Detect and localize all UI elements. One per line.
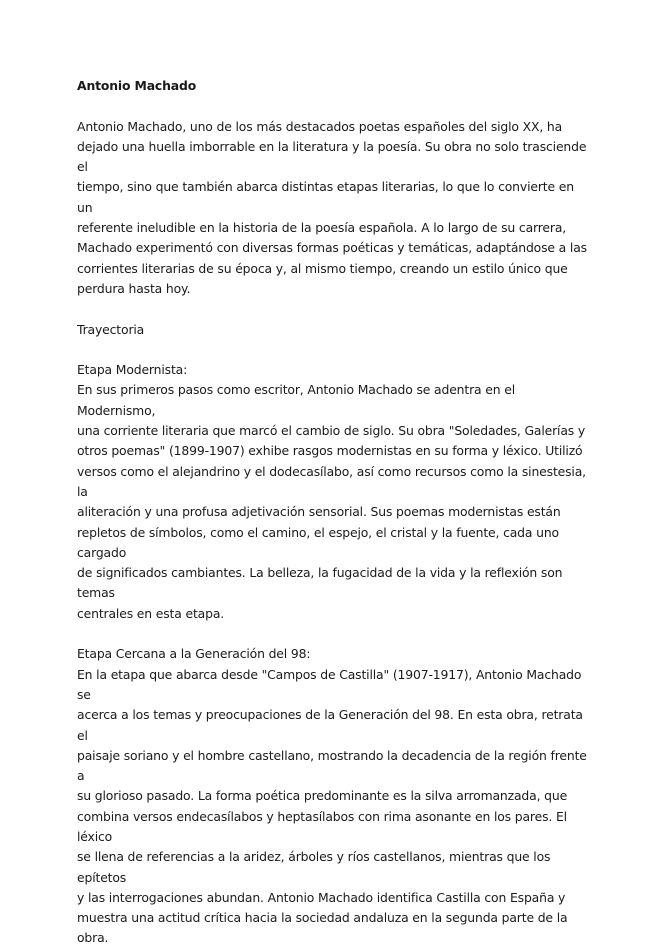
text-line: tiempo, sino que también abarca distintas etapas literarias, lo que lo convierte en un: [77, 179, 574, 215]
text-line: referente ineludible en la historia de la poesía española. A lo largo de su carrera,: [77, 220, 567, 236]
document-page: [77, 76, 587, 949]
spacer: [77, 340, 587, 360]
section-heading: Trayectoria: [77, 321, 145, 337]
text-line: perdura hasta hoy.: [77, 280, 191, 296]
text-line: paisaje soriano y el hombre castellano, mostrando la decadencia de la región frente a: [77, 747, 587, 784]
text-line: de significados cambiantes. La belleza, la fugacidad de la vida y la reflexión son temas: [77, 565, 563, 601]
text-line: y las interrogaciones abundan. Antonio Machado identifica Castilla con España y: [77, 889, 566, 905]
text-line: corrientes literarias de su época y, al mismo tiempo, creando un estilo único que: [77, 260, 568, 276]
text-line: versos como el alejandrino y el dodecasílabo, así como recursos como la sinestesia, la: [77, 463, 586, 499]
text-line: se llena de referencias a la aridez, árboles y ríos castellanos, mientras que los epítetos: [77, 849, 551, 885]
text-line: otros poemas" (1899-1907) exhibe rasgos modernistas en su forma y léxico. Utilizó: [77, 443, 583, 459]
spacer: [77, 96, 587, 116]
text-line: acerca a los temas y preocupaciones de la Generación del 98. En esta obra, retrata el: [77, 707, 583, 743]
text-line: muestra una actitud crítica hacia la sociedad andaluza en la segunda parte de la obra.: [77, 910, 568, 946]
spacer: [77, 299, 587, 319]
text-line: aliteración y una profusa adjetivación sensorial. Sus poemas modernistas están: [77, 504, 561, 520]
stage-heading: Etapa Cercana a la Generación del 98:: [77, 646, 311, 662]
text-line: dejado una huella imborrable en la literatura y la poesía. Su obra no solo trasciende el: [77, 138, 587, 175]
text-line: En sus primeros pasos como escritor, Antonio Machado se adentra en el Modernismo,: [77, 382, 515, 418]
text-line: En la etapa que abarca desde "Campos de Castilla" (1907-1917), Antonio Machado se: [77, 666, 582, 702]
document-title: Antonio Machado: [77, 78, 197, 93]
text-line: repletos de símbolos, como el camino, el espejo, el cristal y la fuente, cada uno cargado: [77, 524, 559, 560]
stage-generacion-98: [77, 644, 587, 948]
text-line: Antonio Machado, uno de los más destacados poetas españoles del siglo XX, ha: [77, 118, 563, 134]
text-line: centrales en esta etapa.: [77, 605, 225, 621]
intro-paragraph: [77, 117, 587, 300]
text-line: combina versos endecasílabos y heptasílabos con rima asonante en los pares. El léxico: [77, 808, 567, 844]
spacer: [77, 624, 587, 644]
stage-modernista: [77, 360, 587, 624]
text-line: una corriente literaria que marcó el cambio de siglo. Su obra "Soledades, Galerías y: [77, 423, 586, 439]
text-line: su glorioso pasado. La forma poética predominante es la silva arromanzada, que: [77, 788, 568, 804]
stage-heading: Etapa Modernista:: [77, 362, 188, 378]
text-line: Machado experimentó con diversas formas poéticas y temáticas, adaptándose a las: [77, 240, 587, 256]
